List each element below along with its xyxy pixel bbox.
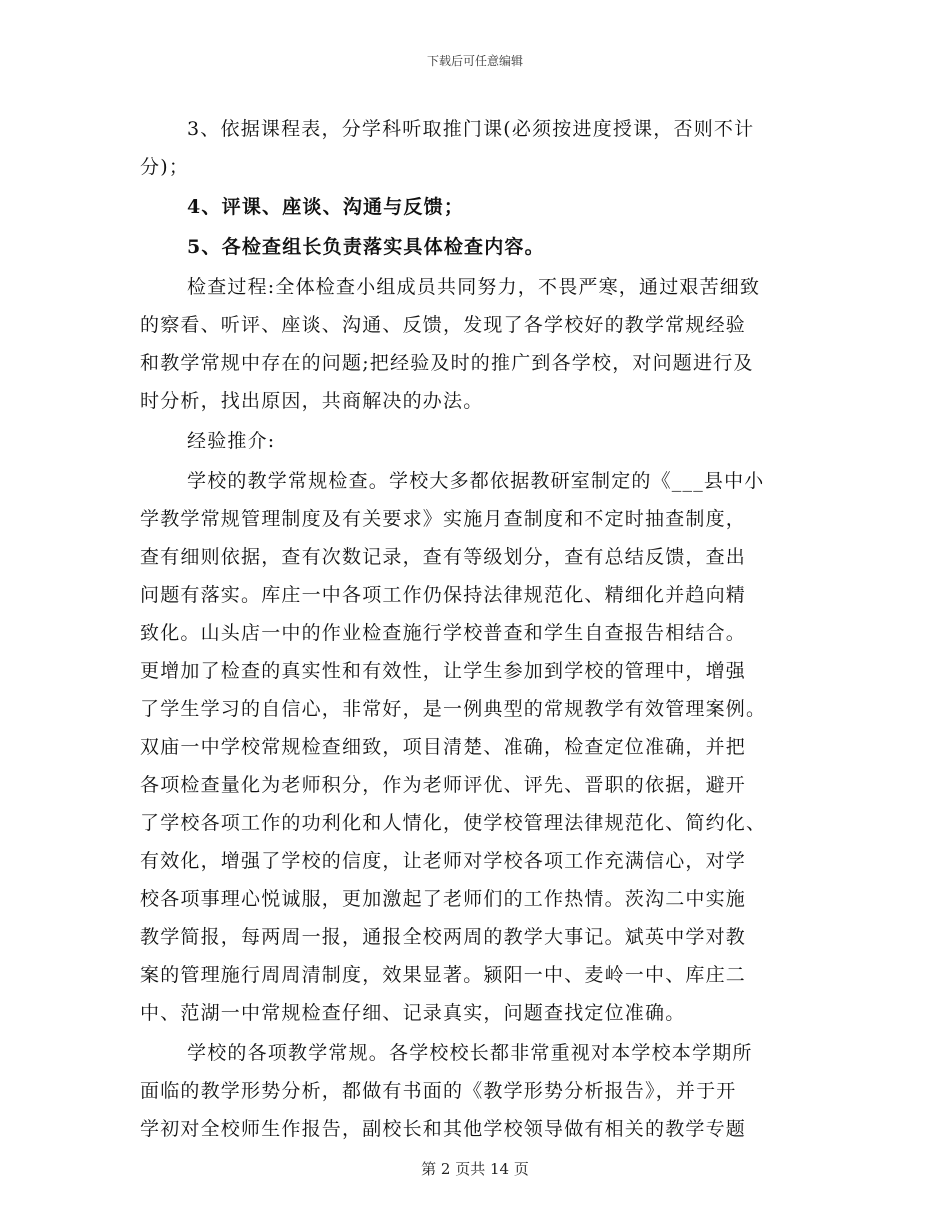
text-line: 4、评课、座谈、沟通与反馈； [187, 196, 465, 218]
paragraph-process [140, 268, 805, 420]
list-item-4 [140, 188, 805, 226]
page-header: 下载后可任意编辑 [426, 54, 523, 68]
paragraph-routines [140, 1034, 805, 1148]
text-line: 了学校各项工作的功利化和人情化，使学校管理法律规范化、简约化、 [140, 812, 767, 834]
text-line: 双庙一中学校常规检查细致，项目清楚、准确，检查定位准确，并把 [140, 736, 747, 758]
text-line: 查有细则依据，查有次数记录，查有等级划分，查有总结反馈，查出 [140, 546, 747, 568]
list-item-3 [140, 110, 805, 186]
list-item-5 [140, 228, 805, 266]
text-line: 面临的教学形势分析，都做有书面的《教学形势分析报告》，并于开 [140, 1080, 737, 1102]
text-line: 5、各检查组长负责落实具体检查内容。 [187, 236, 545, 258]
text-line: 经验推介: [187, 430, 276, 452]
document-body [140, 108, 805, 1148]
text-line: 问题有落实。库庄一中各项工作仍保持法律规范化、精细化并趋向精 [140, 584, 747, 606]
text-line: 校各项事理心悦诚服，更加激起了老师们的工作热情。茨沟二中实施 [140, 888, 747, 910]
text-line: 有效化，增强了学校的信度，让老师对学校各项工作充满信心，对学 [140, 850, 747, 872]
text-line: 和教学常规中存在的问题;把经验及时的推广到各学校，对问题进行及 [140, 352, 754, 374]
text-line: 分)； [140, 156, 190, 178]
paragraph-routine-check [140, 462, 805, 1032]
text-line: 时分析，找出原因，共商解决的办法。 [140, 390, 484, 412]
text-line: 学校的各项教学常规。各学校校长都非常重视对本学校本学期所 [187, 1042, 753, 1064]
text-line: 学校的教学常规检查。学校大多都依据教研室制定的《___县中小 [187, 470, 765, 492]
text-line: 检查过程:全体检查小组成员共同努力，不畏严寒，通过艰苦细致 [187, 276, 761, 298]
text-line: 致化。山头店一中的作业检查施行学校普查和学生自查报告相结合。 [140, 622, 747, 644]
text-line: 教学简报，每两周一报，通报全校两周的教学大事记。斌英中学对教 [140, 926, 747, 948]
text-line: 更增加了检查的真实性和有效性，让学生参加到学校的管理中，增强 [140, 660, 747, 682]
subheading-experience [140, 422, 805, 460]
text-line: 3、依据课程表，分学科听取推门课(必须按进度授课，否则不计 [187, 118, 755, 140]
text-line: 了学生学习的自信心，非常好，是一例典型的常规教学有效管理案例。 [140, 698, 767, 720]
page-footer: 第 2 页共 14 页 [421, 1160, 529, 1178]
text-line: 各项检查量化为老师积分，作为老师评优、评先、晋职的依据，避开 [140, 774, 747, 796]
text-line: 学教学常规管理制度及有关要求》实施月查制度和不定时抽查制度， [140, 508, 747, 530]
text-line: 案的管理施行周周清制度，效果显著。颍阳一中、麦岭一中、库庄二 [140, 964, 747, 986]
text-line: 中、范湖一中常规检查仔细、记录真实，问题查找定位准确。 [140, 1002, 686, 1024]
text-line: 学初对全校师生作报告，副校长和其他学校领导做有相关的教学专题 [140, 1118, 747, 1140]
text-line: 的察看、听评、座谈、沟通、反馈，发现了各学校好的教学常规经验 [140, 314, 747, 336]
